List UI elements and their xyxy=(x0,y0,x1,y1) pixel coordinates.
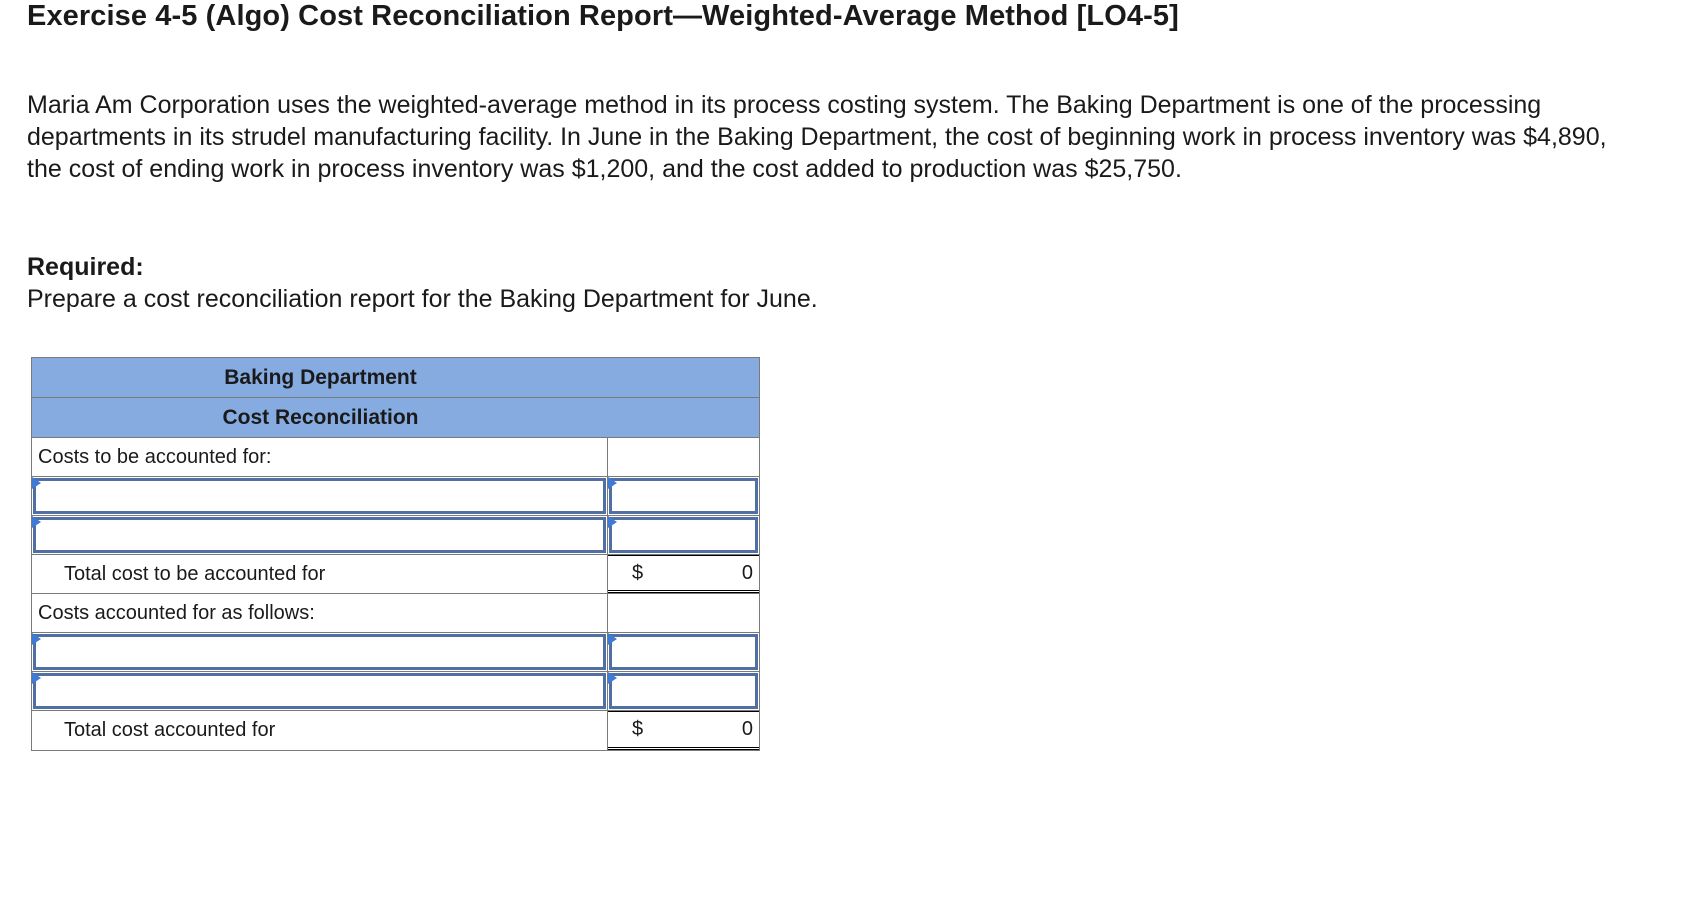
currency-symbol: $ xyxy=(632,561,644,584)
table-header-department xyxy=(32,358,759,398)
amount-input-3[interactable] xyxy=(609,634,758,670)
table-row xyxy=(32,594,759,633)
page-title: Exercise 4-5 (Algo) Cost Reconciliation Report—Weighted-Average Method [LO4-5] xyxy=(27,0,1179,32)
department-title: Baking Department xyxy=(224,365,417,389)
label-cell xyxy=(32,477,608,515)
table-row xyxy=(32,633,759,672)
label-cell xyxy=(32,672,608,710)
dropdown-marker-icon xyxy=(32,516,41,528)
empty-cell xyxy=(608,438,759,476)
label-input-2[interactable] xyxy=(33,517,606,553)
dropdown-marker-icon xyxy=(608,633,617,645)
amount-input-4[interactable] xyxy=(609,673,758,709)
table-row xyxy=(32,672,759,711)
table-row xyxy=(32,555,759,594)
currency-symbol: $ xyxy=(632,718,644,740)
table-row xyxy=(32,438,759,477)
table-row xyxy=(32,477,759,516)
total-cost-to-account-label: Total cost to be accounted for xyxy=(32,555,608,593)
label-input-1[interactable] xyxy=(33,478,606,514)
required-heading: Required: xyxy=(27,253,144,281)
total-cost-accounted-value xyxy=(608,711,759,750)
empty-cell xyxy=(608,594,759,632)
value-cell xyxy=(608,516,759,554)
label-input-3[interactable] xyxy=(33,634,606,670)
label-cell xyxy=(32,516,608,554)
amount-input-2[interactable] xyxy=(609,517,758,553)
value-cell xyxy=(608,477,759,515)
amount-input-1[interactable] xyxy=(609,478,758,514)
total-amount: 0 xyxy=(741,561,753,584)
dropdown-marker-icon xyxy=(608,516,617,528)
table-header-report xyxy=(32,398,759,438)
report-title: Cost Reconciliation xyxy=(222,405,419,429)
section-label-costs-to-account: Costs to be accounted for: xyxy=(32,438,608,476)
value-cell xyxy=(608,672,759,710)
value-cell xyxy=(608,633,759,671)
dropdown-marker-icon xyxy=(608,672,617,684)
dropdown-marker-icon xyxy=(32,633,41,645)
problem-description: Maria Am Corporation uses the weighted-average method in its process costing system. The Baking Department is one of the processing departments in its strudel manufacturing facility. In June in the Baking Department, the cost of beginning work in process inventory was $4,890, the cost of ending work in process inventory was $1,200, and the cost added to production was $25,750. xyxy=(27,91,1607,183)
table-row xyxy=(32,516,759,555)
dropdown-marker-icon xyxy=(608,477,617,489)
cost-reconciliation-table xyxy=(31,357,760,751)
table-row xyxy=(32,711,759,750)
section-label-costs-accounted: Costs accounted for as follows: xyxy=(32,594,608,632)
total-cost-to-account-value xyxy=(608,555,759,593)
label-input-4[interactable] xyxy=(33,673,606,709)
total-amount: 0 xyxy=(741,718,753,740)
label-cell xyxy=(32,633,608,671)
required-text: Prepare a cost reconciliation report for the Baking Department for June. xyxy=(27,285,818,313)
dropdown-marker-icon xyxy=(32,477,41,489)
total-cost-accounted-label: Total cost accounted for xyxy=(32,711,608,750)
dropdown-marker-icon xyxy=(32,672,41,684)
